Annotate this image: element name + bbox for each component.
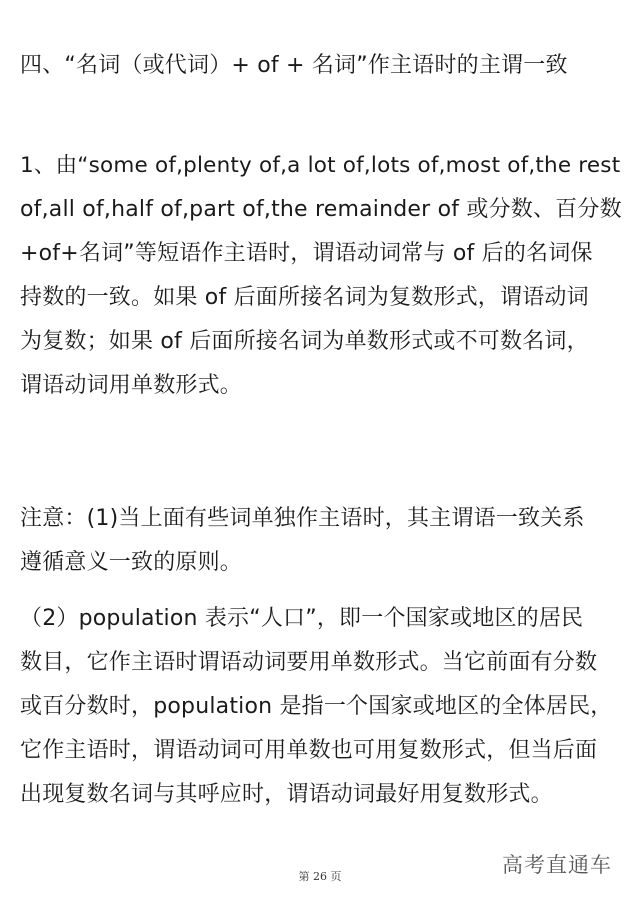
text-line: （2）population 表示“人口”，即一个国家或地区的居民 — [20, 606, 584, 631]
text-line: 为复数；如果 of 后面所接名词为单数形式或不可数名词， — [20, 329, 589, 354]
text-line: 遵循意义一致的原则。 — [20, 550, 243, 575]
text-line: 1、由“some of,plenty of,a lot of,lots of,most of,the rest — [20, 153, 621, 178]
text-line: 数目，它作主语时谓语动词要用单数形式。当它前面有分数 — [20, 650, 598, 675]
text-line: 它作主语时，谓语动词可用单数也可用复数形式，但当后面 — [20, 738, 598, 763]
paragraph-rule-1 — [20, 144, 632, 408]
text-line: +of+名词”等短语作主语时，谓语动词常与 of 后的名词保 — [20, 241, 593, 266]
page-number: 第 26 页 — [298, 870, 342, 883]
section-heading: 四、“名词（或代词）+ of + 名词”作主语时的主谓一致 — [20, 53, 568, 78]
text-line: 持数的一致。如果 of 后面所接名词为复数形式，谓语动词 — [20, 285, 589, 310]
text-line: 谓语动词用单数形式。 — [20, 373, 243, 398]
text-line: 出现复数名词与其呼应时，谓语动词最好用复数形式。 — [20, 782, 553, 807]
text-line: of,all of,half of,part of,the remainder of 或分数、百分数 — [20, 197, 622, 222]
watermark-text: 高考直通车 — [502, 853, 612, 877]
paragraph-note-2 — [20, 597, 632, 817]
text-line: 注意：(1)当上面有些词单独作主语时，其主谓语一致关系 — [20, 506, 585, 531]
text-line: 或百分数时，population 是指一个国家或地区的全体居民， — [20, 694, 613, 719]
paragraph-note-1 — [20, 497, 632, 585]
